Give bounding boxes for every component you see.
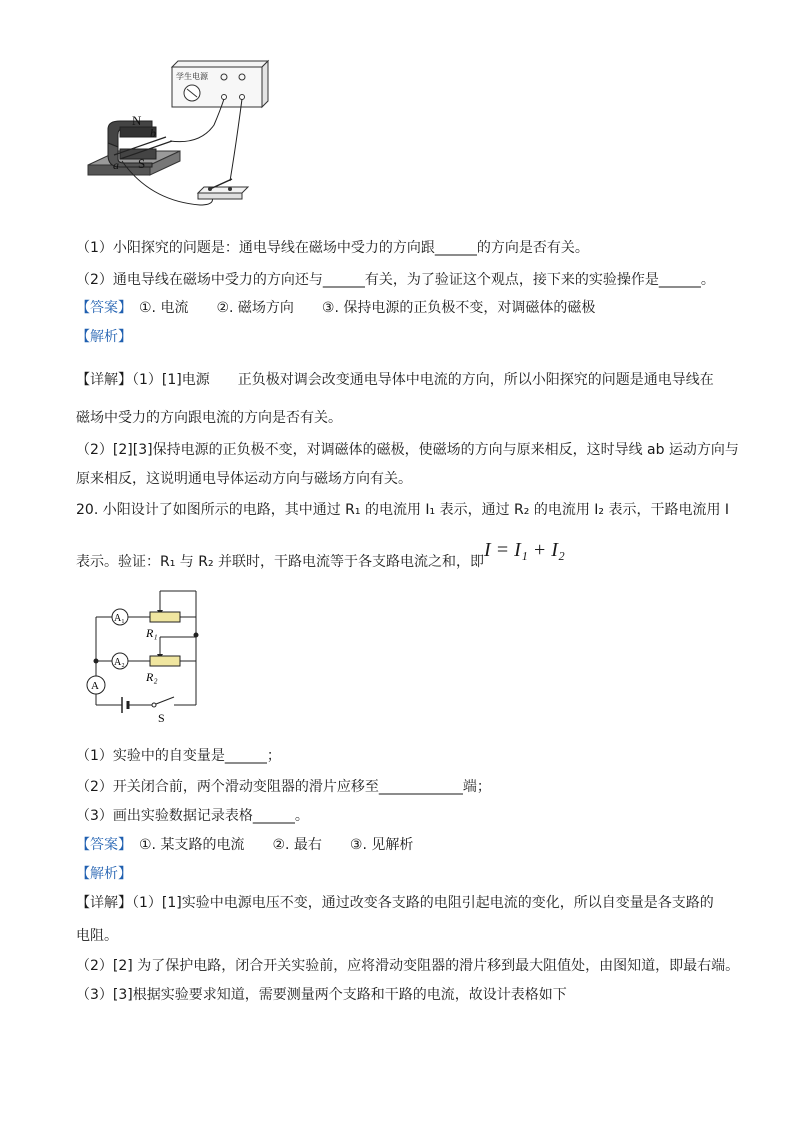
q20-intro-2: 表示。验证：R₁ 与 R₂ 并联时，干路电流等于各支路电流之和，即 <box>76 554 485 570</box>
q20-detail-2: （2）[2] 为了保护电路，闭合开关实验前，应将滑动变阻器的滑片移到最大阻值处，由图知道，即最右端。 <box>76 958 740 974</box>
magnet-experiment-figure <box>80 55 280 215</box>
ammeter-a-label: A <box>91 680 99 692</box>
q19-detail-2b: 原来相反，这说明通电导体运动方向与磁场方向有关。 <box>76 471 412 487</box>
answer-text: ①. 电流 ②. 磁场方向 ③. 保持电源的正负极不变，对调磁体的磁极 <box>139 300 596 316</box>
q20-part1: （1）实验中的自变量是______； <box>76 748 281 764</box>
power-supply-label: 学生电源 <box>176 72 208 81</box>
wire-end-b-label: b <box>150 126 156 140</box>
q20-analysis-tag: 【解析】 <box>76 866 132 882</box>
parallel-circuit-figure <box>80 585 230 725</box>
answer-tag: 【答案】 <box>76 300 125 316</box>
q20-detail-1a: 【详解】（1）[1]实验中电源电压不变，通过改变各支路的电阻引起电流的变化，所以自变量是各支路的 <box>76 895 714 911</box>
q19-detail-2a: （2）[2][3]保持电源的正负极不变，对调磁体的磁极，使磁场的方向与原来相反，这时导线 ab 运动方向与 <box>76 442 739 458</box>
ammeter-a1-label: A₁ <box>114 613 125 624</box>
q19-answer <box>76 298 595 318</box>
q19-part1: （1）小阳探究的问题是：通电导线在磁场中受力的方向跟______的方向是否有关。 <box>76 240 589 256</box>
q20-answer <box>76 835 413 855</box>
q20-formula: I = I₁ + I₂ <box>484 539 565 561</box>
ammeter-a2-label: A₂ <box>114 657 125 668</box>
q20-part2: （2）开关闭合前，两个滑动变阻器的滑片应移至____________端； <box>76 779 491 795</box>
q20-part3: （3）画出实验数据记录表格______。 <box>76 808 309 824</box>
magnet-n-label: N <box>132 113 142 128</box>
answer-text: ①. 某支路的电流 ②. 最右 ③. 见解析 <box>139 837 414 853</box>
q19-analysis-tag: 【解析】 <box>76 329 132 345</box>
q19-part2: （2）通电导线在磁场中受力的方向还与______有关，为了验证这个观点，接下来的实验操作是______。 <box>76 272 715 288</box>
q19-detail-1b: 磁场中受力的方向跟电流的方向是否有关。 <box>76 410 342 426</box>
q20-intro-1: 20. 小阳设计了如图所示的电路，其中通过 R₁ 的电流用 I₁ 表示，通过 R₂ 的电流用 I₂ 表示，干路电流用 I <box>76 502 730 518</box>
q20-detail-3: （3）[3]根据实验要求知道，需要测量两个支路和干路的电流，故设计表格如下 <box>76 987 567 1003</box>
q20-detail-1b: 电阻。 <box>76 928 118 944</box>
answer-tag: 【答案】 <box>76 837 125 853</box>
resistor-r2-label: R₂ <box>146 670 158 684</box>
switch-s-label: S <box>158 711 165 725</box>
wire-end-a-label: a <box>113 158 119 172</box>
q19-detail-1a: 【详解】（1）[1]电源 正负极对调会改变通电导体中电流的方向，所以小阳探究的问题是通电导线在 <box>76 372 714 388</box>
resistor-r1-label: R₁ <box>146 626 158 640</box>
magnet-s-label: S <box>138 156 146 171</box>
